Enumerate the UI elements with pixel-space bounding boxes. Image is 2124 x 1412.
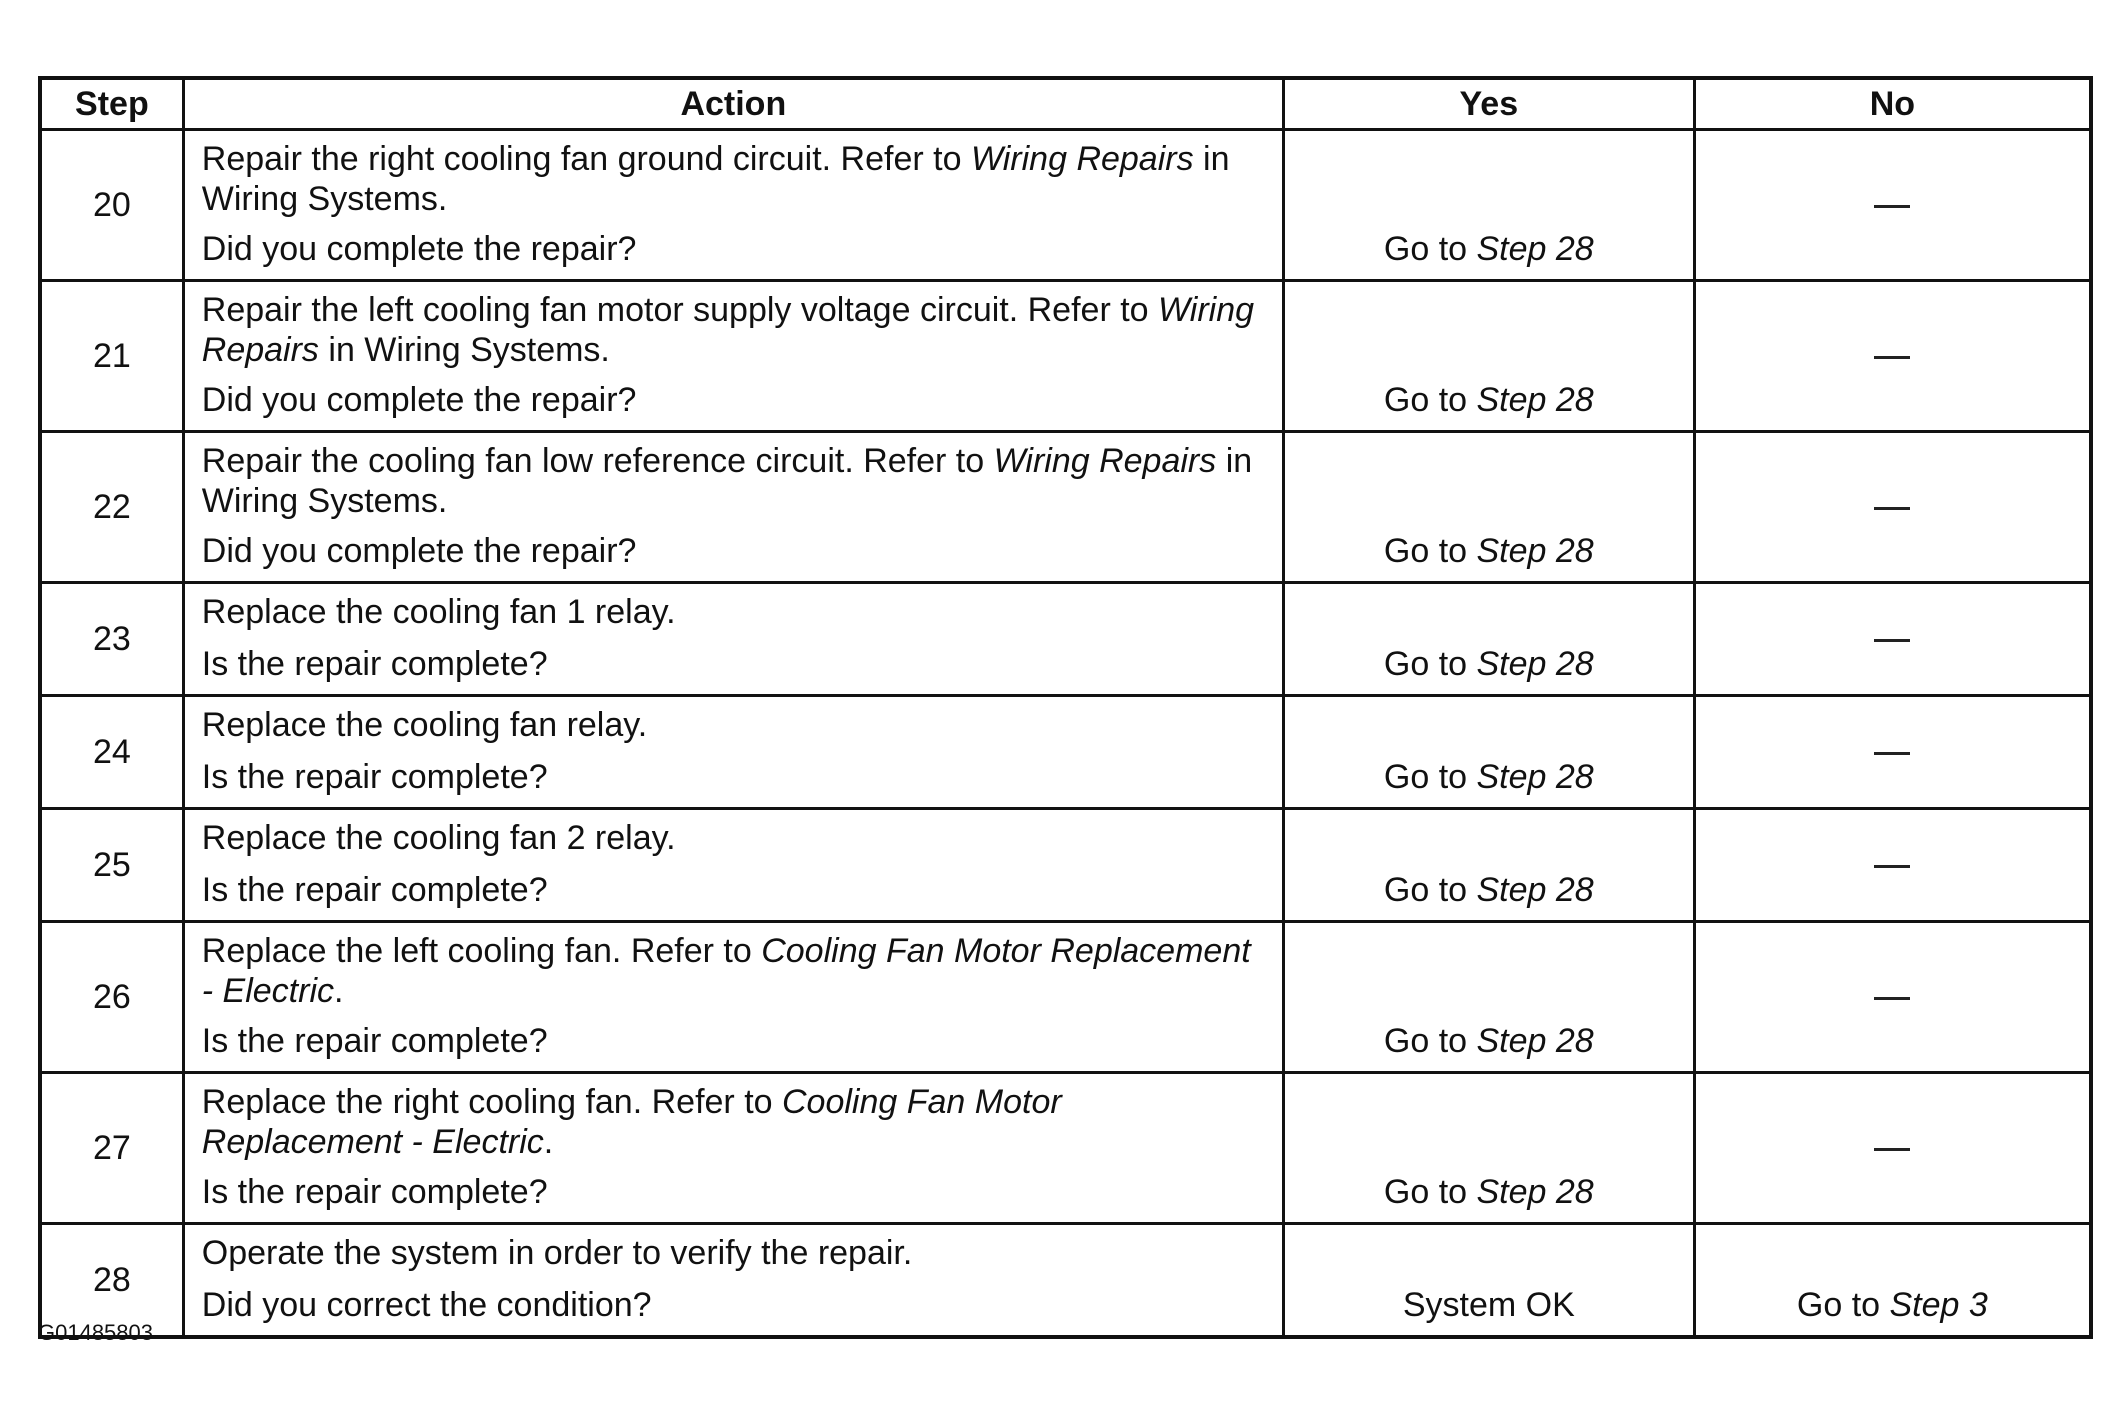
- action-text-part: Replace the left cooling fan. Refer to: [201, 932, 762, 970]
- action-cell: [183, 696, 1283, 809]
- action-text: [202, 931, 1266, 1011]
- diagnostic-table: [38, 76, 2093, 1339]
- no-cell: [1694, 1073, 2091, 1224]
- step-number: 28: [40, 1224, 183, 1338]
- action-reference: Wiring Repairs: [970, 140, 1194, 178]
- action-question: Is the repair complete?: [201, 871, 548, 909]
- step-number: 27: [40, 1073, 183, 1224]
- header-yes: Yes: [1283, 78, 1694, 130]
- header-no: No: [1694, 78, 2091, 130]
- no-dash: [1874, 865, 1910, 868]
- action-cell: [183, 1073, 1283, 1224]
- table-row: [40, 809, 2091, 922]
- yes-text: Go to: [1383, 532, 1477, 570]
- no-step-reference: Step 3: [1889, 1286, 1988, 1324]
- no-text: Go to: [1796, 1286, 1890, 1324]
- no-cell: [1694, 922, 2091, 1073]
- action-cell: [183, 809, 1283, 922]
- no-dash: [1874, 752, 1910, 755]
- table-row: [40, 922, 2091, 1073]
- yes-step-reference: Step 28: [1476, 532, 1594, 570]
- no-cell: [1694, 809, 2091, 922]
- action-text-part: in Wiring Systems.: [201, 442, 1253, 520]
- yes-step-reference: Step 28: [1476, 381, 1594, 419]
- action-text: [202, 441, 1266, 521]
- no-dash: [1874, 205, 1910, 208]
- yes-step-reference: Step 28: [1476, 871, 1594, 909]
- no-cell: [1694, 281, 2091, 432]
- action-cell: [183, 281, 1283, 432]
- table-row: [40, 1073, 2091, 1224]
- action-text-part: in Wiring Systems.: [201, 140, 1230, 218]
- action-text: Replace the cooling fan 2 relay.: [201, 819, 676, 857]
- step-number: 23: [40, 583, 183, 696]
- table-row: [40, 432, 2091, 583]
- action-question: Is the repair complete?: [201, 645, 548, 683]
- step-number: 22: [40, 432, 183, 583]
- action-text-part: Replace the right cooling fan. Refer to: [201, 1083, 782, 1121]
- no-cell: [1694, 583, 2091, 696]
- action-text: [202, 1082, 1266, 1162]
- action-text-part: Repair the cooling fan low reference circuit. Refer to: [201, 442, 994, 480]
- no-dash: [1874, 639, 1910, 642]
- step-number: 21: [40, 281, 183, 432]
- action-question: Is the repair complete?: [201, 758, 548, 796]
- no-cell: [1694, 432, 2091, 583]
- yes-step-reference: Step 28: [1476, 758, 1594, 796]
- step-number: 25: [40, 809, 183, 922]
- action-question: Did you complete the repair?: [201, 381, 637, 419]
- yes-step-reference: Step 28: [1476, 645, 1594, 683]
- step-number: 20: [40, 130, 183, 281]
- table-row: [40, 696, 2091, 809]
- yes-cell: [1283, 696, 1694, 809]
- yes-cell: [1283, 1073, 1694, 1224]
- yes-cell: [1283, 809, 1694, 922]
- action-text: [202, 139, 1266, 219]
- yes-cell: [1283, 922, 1694, 1073]
- yes-text: System OK: [1402, 1286, 1575, 1324]
- yes-cell: [1283, 432, 1694, 583]
- action-text: [202, 290, 1266, 370]
- action-reference: Wiring Repairs: [201, 291, 1255, 369]
- table-row: [40, 281, 2091, 432]
- action-text-part: Repair the right cooling fan ground circuit. Refer to: [201, 140, 971, 178]
- yes-step-reference: Step 28: [1476, 230, 1594, 268]
- action-text-part: in Wiring Systems.: [318, 331, 610, 369]
- table-row: [40, 1224, 2091, 1338]
- step-number: 24: [40, 696, 183, 809]
- yes-text: Go to: [1383, 645, 1477, 683]
- action-reference: Cooling Fan Motor Replacement - Electric: [201, 932, 1251, 1010]
- step-number: 26: [40, 922, 183, 1073]
- action-text: Operate the system in order to verify the repair.: [201, 1234, 913, 1272]
- no-dash: [1874, 507, 1910, 510]
- yes-cell: [1283, 1224, 1694, 1338]
- no-dash: [1874, 997, 1910, 1000]
- action-question: Did you complete the repair?: [201, 230, 637, 268]
- yes-text: Go to: [1383, 1022, 1477, 1060]
- yes-text: Go to: [1383, 1173, 1477, 1211]
- no-dash: [1874, 356, 1910, 359]
- action-cell: [183, 130, 1283, 281]
- header-row: [40, 78, 2091, 130]
- action-question: Did you correct the condition?: [201, 1286, 652, 1324]
- header-action: Action: [183, 78, 1283, 130]
- action-question: Is the repair complete?: [201, 1173, 548, 1211]
- no-cell: [1694, 696, 2091, 809]
- no-cell: [1694, 1224, 2091, 1338]
- no-dash: [1874, 1148, 1910, 1151]
- yes-text: Go to: [1383, 871, 1477, 909]
- action-question: Did you complete the repair?: [201, 532, 637, 570]
- action-text-part: .: [543, 1123, 554, 1161]
- action-cell: [183, 583, 1283, 696]
- action-text-part: Repair the left cooling fan motor supply voltage circuit. Refer to: [201, 291, 1159, 329]
- yes-cell: [1283, 130, 1694, 281]
- figure-id: G01485803: [38, 1320, 153, 1345]
- action-cell: [183, 922, 1283, 1073]
- action-question: Is the repair complete?: [201, 1022, 548, 1060]
- action-text: Replace the cooling fan relay.: [201, 706, 648, 744]
- yes-text: Go to: [1383, 381, 1477, 419]
- table-row: [40, 130, 2091, 281]
- action-reference: Cooling Fan Motor Replacement - Electric: [201, 1083, 1062, 1161]
- action-cell: [183, 432, 1283, 583]
- yes-cell: [1283, 583, 1694, 696]
- action-text: Replace the cooling fan 1 relay.: [201, 593, 676, 631]
- yes-text: Go to: [1383, 758, 1477, 796]
- yes-text: Go to: [1383, 230, 1477, 268]
- yes-step-reference: Step 28: [1476, 1022, 1594, 1060]
- table-row: [40, 583, 2091, 696]
- no-cell: [1694, 130, 2091, 281]
- yes-step-reference: Step 28: [1476, 1173, 1594, 1211]
- action-text-part: .: [334, 972, 344, 1010]
- yes-cell: [1283, 281, 1694, 432]
- action-cell: [183, 1224, 1283, 1338]
- action-reference: Wiring Repairs: [993, 442, 1217, 480]
- header-step: Step: [40, 78, 183, 130]
